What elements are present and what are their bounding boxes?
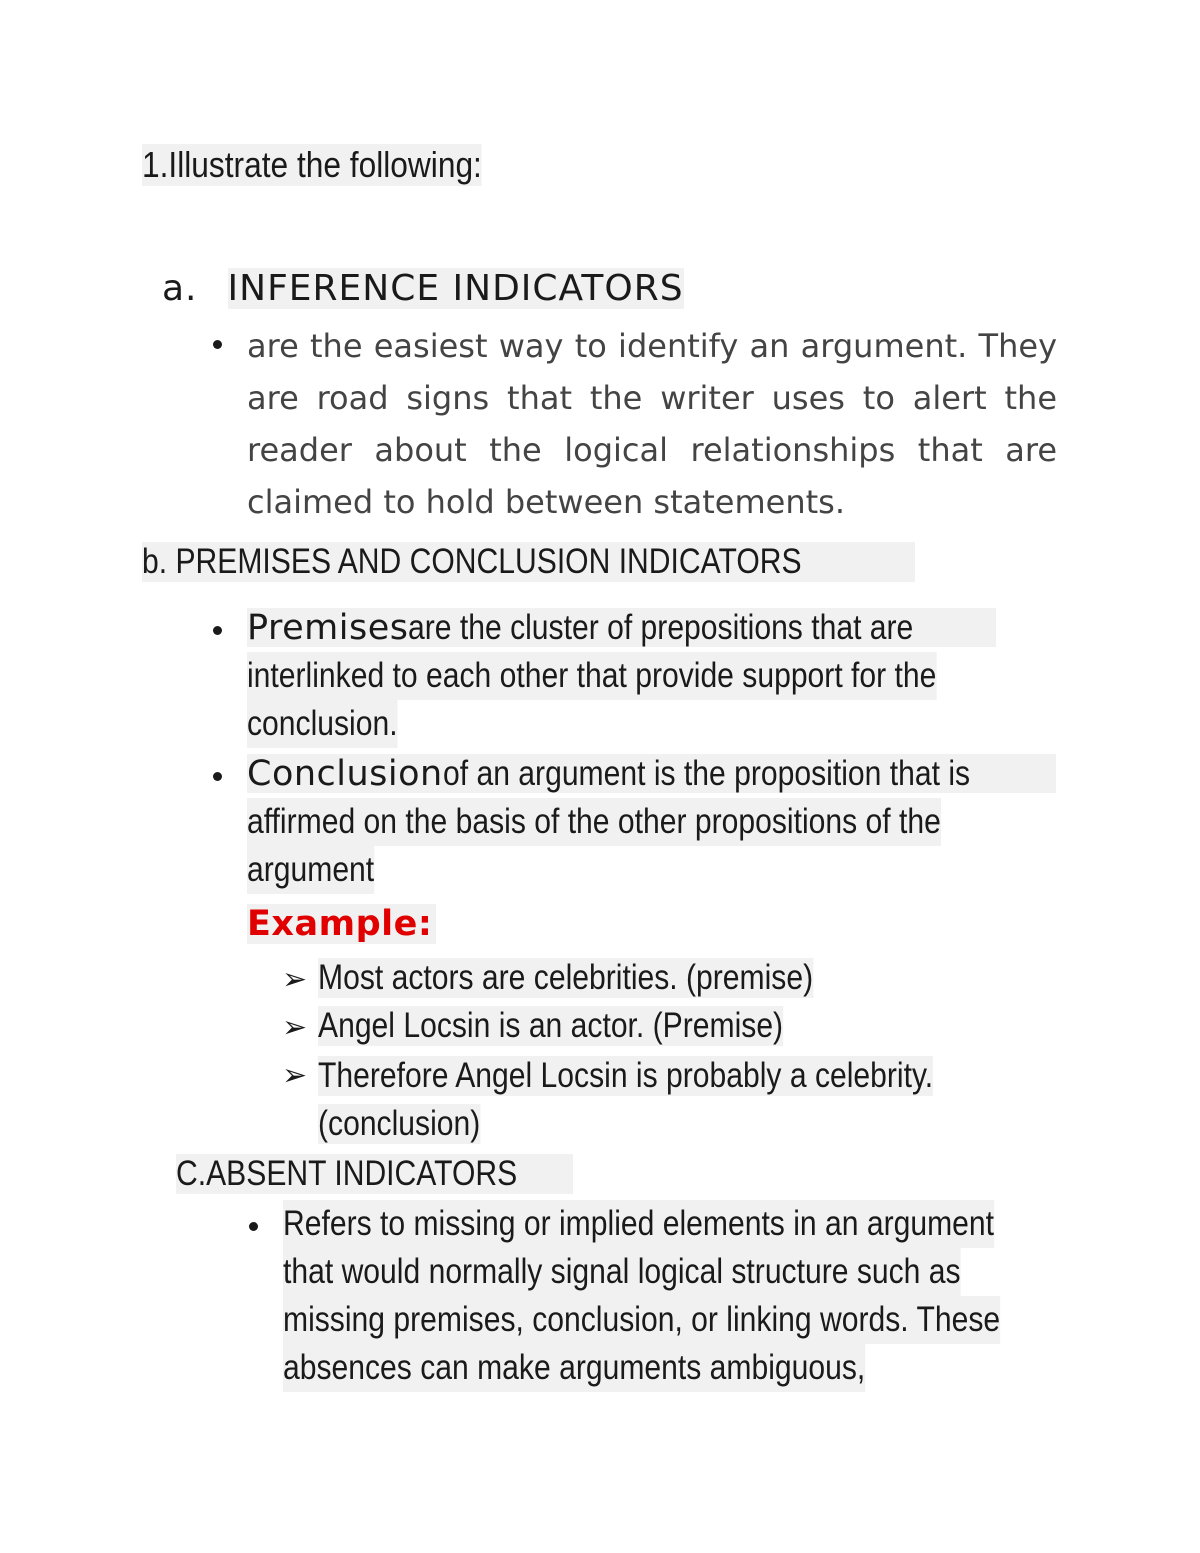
example-item: Therefore Angel Locsin is probably a celebrity. bbox=[318, 1056, 934, 1095]
page-title: 1.Illustrate the following: bbox=[142, 144, 482, 185]
section-b-heading: b. PREMISES AND CONCLUSION INDICATORS bbox=[142, 542, 915, 582]
section-c-heading: C.ABSENT INDICATORS bbox=[176, 1154, 573, 1194]
section-c-paragraph: Refers to missing or implied elements in an argument that would normally signal logical structure such as missing premises, conclusion, or linking words. These absences can make arguments ambiguous, bbox=[283, 1200, 1117, 1392]
arrow-bullet-icon: ➢ bbox=[282, 1010, 308, 1045]
arrow-bullet-icon: ➢ bbox=[282, 1058, 308, 1093]
paragraph-line: claimed to hold between statements. bbox=[247, 483, 845, 521]
example-item: Angel Locsin is an actor. (Premise) bbox=[318, 1006, 784, 1045]
arrow-bullet-icon: ➢ bbox=[282, 962, 308, 997]
example-item-continuation: (conclusion) bbox=[318, 1104, 481, 1143]
section-a-label: a. bbox=[162, 268, 198, 309]
premises-item: Premisesare the cluster of prepositions that are interlinked to each other that provide support for the conclusion. bbox=[247, 604, 1049, 748]
section-a-title: INFERENCE INDICATORS bbox=[227, 268, 684, 309]
conclusion-term: Conclusion bbox=[247, 754, 443, 794]
bullet-icon bbox=[213, 772, 222, 781]
premises-term: Premises bbox=[247, 608, 409, 648]
paragraph-line: are the easiest way to identify an argument. They bbox=[247, 327, 1057, 365]
section-a-paragraph bbox=[247, 320, 1057, 528]
bullet-icon bbox=[213, 626, 222, 635]
example-label: Example: bbox=[247, 904, 436, 944]
paragraph-line: are road signs that the writer uses to alert the bbox=[247, 379, 1057, 417]
section-a-heading bbox=[162, 268, 684, 309]
paragraph-line: reader about the logical relationships that are bbox=[247, 431, 1057, 469]
example-item: Most actors are celebrities. (premise) bbox=[318, 958, 814, 997]
bullet-icon bbox=[249, 1222, 258, 1231]
conclusion-item: Conclusionof an argument is the proposition that is affirmed on the basis of the other propositions of the argument bbox=[247, 750, 1056, 894]
bullet-icon bbox=[213, 340, 222, 349]
